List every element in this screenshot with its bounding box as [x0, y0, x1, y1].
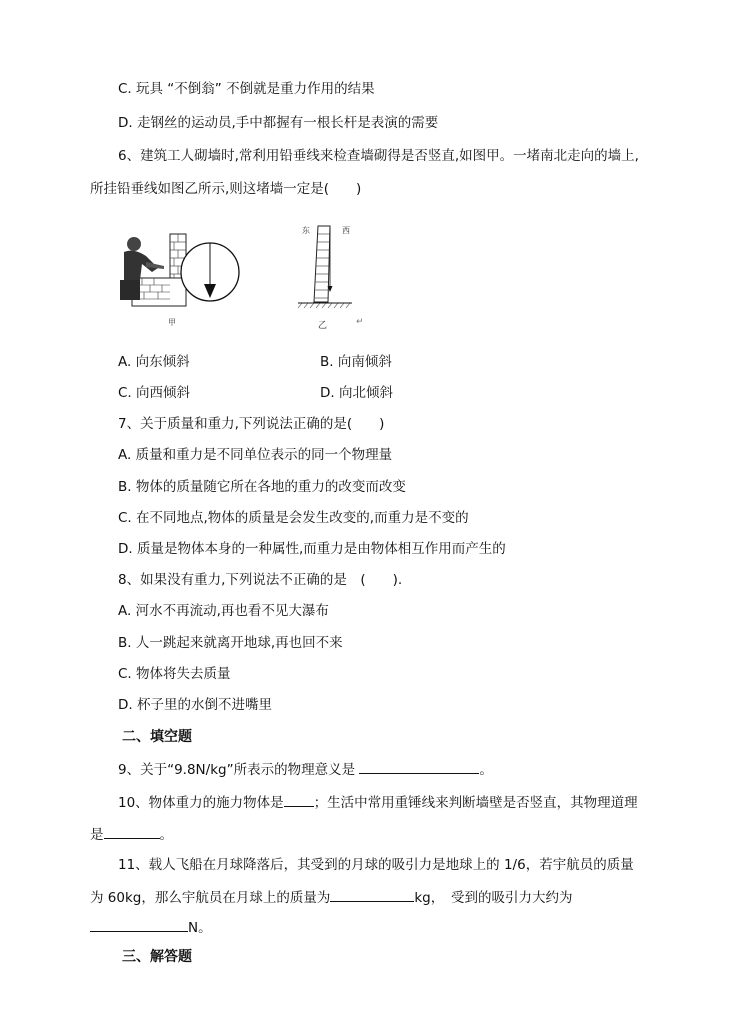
figure-right-label-west: 西 — [342, 226, 350, 235]
q9-line — [118, 760, 493, 779]
q6-stem-line2: 所挂铅垂线如图乙所示,则这堵墙一定是( ) — [90, 181, 362, 197]
q10-text-4: 。 — [159, 827, 173, 843]
q6-option-a: A. 向东倾斜 — [118, 354, 190, 370]
q7-option-c: C. 在不同地点,物体的质量是会发生改变的,而重力是不变的 — [118, 510, 469, 526]
q11-answer-blank-2[interactable] — [90, 918, 188, 932]
q7-stem: 7、关于质量和重力,下列说法正确的是( ) — [118, 416, 385, 432]
q10-line2 — [90, 825, 173, 844]
q10-line1 — [118, 793, 638, 812]
q6-stem-line1: 6、建筑工人砌墙时,常利用铅垂线来检查墙砌得是否竖直,如图甲。一堵南北走向的墙上, — [118, 148, 639, 164]
figure-left-caption: 甲 — [168, 318, 176, 327]
q11-line2 — [90, 888, 573, 907]
return-mark: ↵ — [356, 317, 364, 327]
q9-period: 。 — [479, 762, 493, 778]
q8-option-d: D. 杯子里的水倒不进嘴里 — [118, 697, 272, 713]
q6-option-d: D. 向北倾斜 — [320, 385, 393, 401]
q10-text-2: ；生活中常用重锤线来判断墙壁是否竖直，其物理道理 — [313, 795, 638, 811]
q8-option-b: B. 人一跳起来就离开地球,再也回不来 — [118, 635, 343, 651]
q7-option-b: B. 物体的质量随它所在各地的重力的改变而改变 — [118, 479, 406, 495]
q11-line1: 11、载人飞船在月球降落后，其受到的月球的吸引力是地球上的 1/6，若宇航员的质量 — [118, 857, 634, 873]
q5-option-d: D. 走钢丝的运动员,手中都握有一根长杆是表演的需要 — [118, 115, 439, 131]
q5-option-c: C. 玩具 “不倒翁” 不倒就是重力作用的结果 — [118, 81, 375, 97]
q6-option-b: B. 向南倾斜 — [320, 354, 392, 370]
q9-text: 9、关于“9.8N/kg”所表示的物理意义是 — [118, 762, 360, 778]
q8-option-a: A. 河水不再流动,再也看不见大瀑布 — [118, 603, 329, 619]
q10-answer-blank-2[interactable] — [104, 825, 160, 839]
q11-answer-blank-1[interactable] — [330, 888, 414, 902]
q10-text-3: 是 — [90, 827, 104, 843]
q10-answer-blank-1[interactable] — [284, 793, 314, 807]
q7-option-a: A. 质量和重力是不同单位表示的同一个物理量 — [118, 447, 393, 463]
q11-text-3: N。 — [188, 920, 212, 936]
q8-option-c: C. 物体将失去质量 — [118, 666, 231, 682]
figure-worker-plumb-line — [118, 228, 243, 310]
q8-stem: 8、如果没有重力,下列说法不正确的是 ( ). — [118, 572, 403, 588]
q6-option-c: C. 向西倾斜 — [118, 385, 191, 401]
q11-line3 — [90, 918, 212, 937]
q10-text-1: 10、物体重力的施力物体是 — [118, 795, 284, 811]
figure-right-caption: 乙 — [318, 321, 328, 331]
q7-option-d: D. 质量是物体本身的一种属性,而重力是由物体相互作用而产生的 — [118, 541, 506, 557]
q11-text-2: kg， 受到的吸引力大约为 — [414, 890, 573, 906]
q9-answer-blank[interactable] — [359, 760, 479, 774]
figure-right-label-east: 东 — [302, 226, 310, 235]
section-title-fill-in: 二、填空题 — [122, 729, 192, 745]
q11-text-1: 为 60kg，那么宇航员在月球上的质量为 — [90, 890, 331, 906]
section-title-answer: 三、解答题 — [122, 949, 192, 965]
